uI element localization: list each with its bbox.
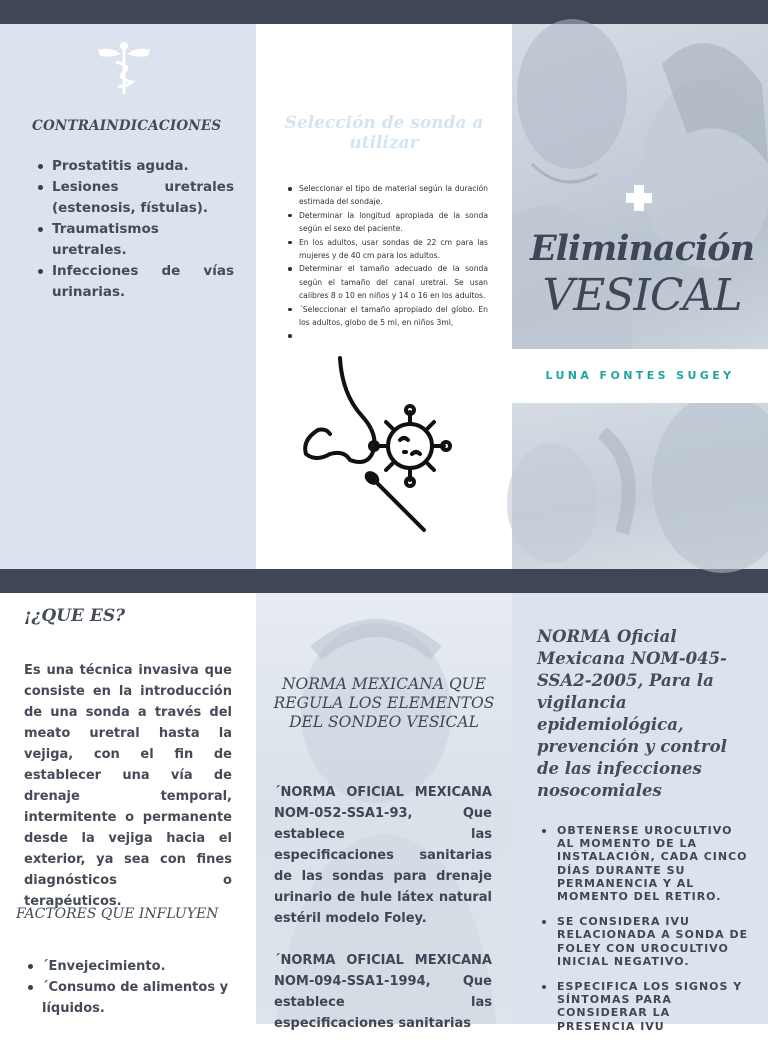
norma-paragraph-2: ´NORMA OFICIAL MEXICANA NOM-094-SSA1-1994, Que establece las especificaciones sanitarias	[274, 953, 492, 1031]
cross-icon	[624, 183, 654, 213]
factores-list	[26, 956, 236, 1019]
norma-045-heading: NORMA Oficial Mexicana NOM-045-SSA2-2005, Para la vigilancia epidemiológica, prevención y control de las infecciones nosocomiales	[537, 627, 727, 800]
list-item: En los adultos, usar sondas de 22 cm para las mujeres y de 40 cm para los adultos.	[286, 236, 488, 263]
list-item: ESPECIFICA LOS SIGNOS Y SÍNTOMAS PARA CONSIDERAR LA PRESENCIA IVU	[540, 980, 752, 1033]
cover-photo-hands	[512, 403, 768, 569]
top-dark-bar	[0, 0, 768, 24]
list-item: Lesiones uretrales (estenosis, fístulas).	[36, 177, 234, 219]
contraindicaciones-list	[36, 156, 234, 303]
author-name: LUNA FONTES SUGEY	[512, 349, 768, 403]
list-item: Determinar la longitud apropiada de la sonda según el sexo del paciente.	[286, 209, 488, 236]
list-item: ´Envejecimiento.	[26, 956, 236, 977]
list-item: ´Seleccionar el tamaño apropiado del globo. En los adultos, globo de 5 ml, en niños 3ml,	[286, 303, 488, 330]
middle-dark-bar	[0, 569, 768, 593]
cover-title-line2: VESICAL	[542, 270, 742, 321]
nose-swab-virus-icon	[300, 354, 460, 536]
list-item: Seleccionar el tipo de material según la duración estimada del sondaje.	[286, 182, 488, 209]
list-item: ´Consumo de alimentos y líquidos.	[26, 977, 236, 1019]
que-es-paragraph: Es una técnica invasiva que consiste en la introducción de una sonda a través del meato uretral hasta la vejiga, con el fin de establecer una vía de drenaje temporal, intermitente o permanente desde la vejiga hacia el exterior, ya sea con fines diagnósticos o terapéuticos.	[24, 663, 232, 909]
seleccion-heading: Selección de sonda a utilizar	[284, 113, 484, 153]
list-item: Determinar el tamaño adecuado de la sonda según el tamaño del canal uretral. Se usan calibres 8 o 10 en niños y 14 o 16 en los adultos.	[286, 262, 488, 302]
factores-heading: FACTORES QUE INFLUYEN	[16, 906, 219, 922]
list-item: OBTENERSE UROCULTIVO AL MOMENTO DE LA INSTALACIÓN, CADA CINCO DÍAS DURANTE SU PERMANENCIA Y AL MOMENTO DEL RETIRO.	[540, 824, 752, 903]
list-item: SE CONSIDERA IVU RELACIONADA A SONDA DE FOLEY CON UROCULTIVO INICIAL NEGATIVO.	[540, 915, 752, 968]
norma-045-list	[540, 824, 752, 1045]
norma-paragraph-1: ´NORMA OFICIAL MEXICANA NOM-052-SSA1-93, Que establece las especificaciones sanitarias de las sondas para drenaje urinario de hule látex natural estéril modelo Foley.	[274, 785, 492, 926]
list-item: Infecciones de vías urinarias.	[36, 261, 234, 303]
list-item: Prostatitis aguda.	[36, 156, 234, 177]
list-item	[286, 329, 488, 342]
norma-mexicana-heading: NORMA MEXICANA QUE REGULA LOS ELEMENTOS DEL SONDEO VESICAL	[273, 675, 495, 731]
cover-title-line1: Eliminación	[529, 228, 755, 269]
que-es-heading: ¡¿QUE ES?	[24, 606, 126, 626]
list-item: Traumatismos uretrales.	[36, 219, 234, 261]
caduceus-icon	[94, 40, 154, 96]
contraindicaciones-heading: CONTRAINDICACIONES	[32, 118, 222, 134]
seleccion-list	[286, 182, 488, 342]
